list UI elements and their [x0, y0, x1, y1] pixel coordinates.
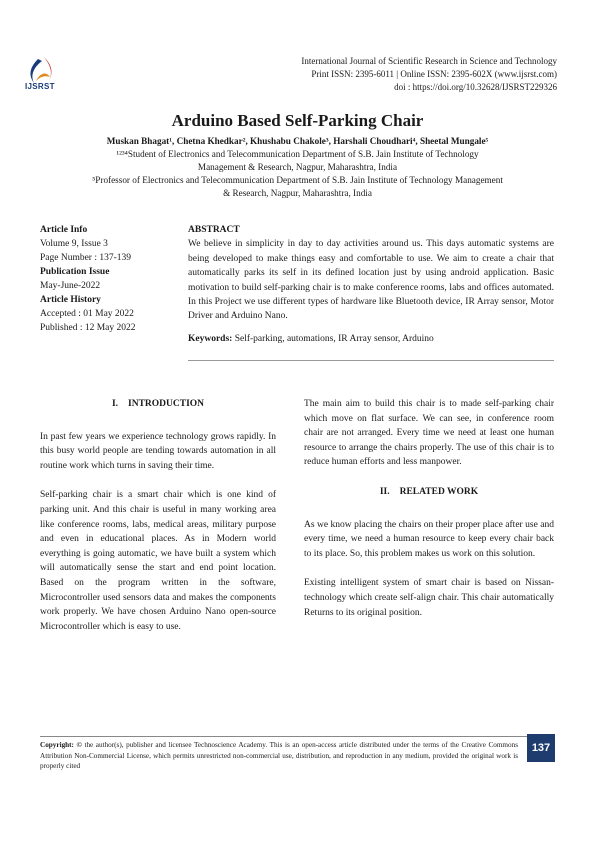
published-date: Published : 12 May 2022	[40, 323, 136, 333]
abstract-divider	[188, 360, 554, 361]
intro-paragraph-2: Self-parking chair is a smart chair which is one kind of parking unit. And this chair is useful in many working area like conference rooms, labs, medical areas, military purpose and even in educational places. As in Modern world everything is going automatic, we have built a system which will automatically sense the start and end point location. Based on the program written in the software, Microcontroller used sensors data and makes the components work properly. We have chosen Arduino Nano open-source Microcontroller which is easy to use.	[40, 490, 276, 632]
section-number: I.	[111, 399, 119, 409]
journal-logo-text: IJSRST	[25, 82, 55, 91]
article-info	[40, 223, 180, 335]
accepted-date: Accepted : 01 May 2022	[40, 309, 134, 319]
section-heading-introduction	[40, 397, 276, 412]
copyright-label: Copyright: ©	[40, 741, 82, 749]
author-names: Muskan Bhagat¹, Chetna Khedkar², Khushabu Chakole³, Harshali Choudhari⁴, Sheetal Mungale⁵	[106, 136, 489, 146]
section-heading-related-work	[304, 485, 554, 500]
volume-issue: Volume 9, Issue 3	[40, 239, 108, 249]
publication-issue-heading: Publication Issue	[40, 267, 110, 277]
copyright-footer	[40, 740, 518, 772]
affiliation-1-line-1: ¹²³⁴Student of Electronics and Telecommunication Department of S.B. Jain Institute of Technology	[116, 149, 479, 159]
section-number: II.	[379, 486, 390, 497]
intro-paragraph-1: In past few years we experience technology grows rapidly. In this busy world people are tending towards automation in all routine work which turns in saving their time.	[40, 431, 276, 471]
affiliation-1-line-2: Management & Research, Nagpur, Maharashtra, India	[197, 162, 398, 172]
related-paragraph-2: Existing intelligent system of smart chair is based on Nissan-technology which create self-align chair. This chair automatically Returns to its original position.	[304, 578, 554, 618]
page-number-badge: 137	[527, 734, 555, 762]
keywords	[188, 332, 554, 346]
section-title: RELATED WORK	[399, 486, 479, 497]
abstract-heading: ABSTRACT	[188, 225, 240, 235]
journal-name: International Journal of Scientific Research in Science and Technology	[301, 56, 557, 66]
copyright-text: the author(s), publisher and licensee Technoscience Academy. This is an open-access article distributed under the terms of the Creative Commons Attribution Non-Commercial License, which permits unrestricted non-commercial use, distribution, and reproduction in any medium, provided the original work is properly cited	[40, 741, 519, 770]
right-column	[304, 397, 554, 635]
abstract-text: We believe in simplicity in day to day activities around us. This days automatic systems are being developed to make things easy and comfortable to use. We aim to create a chair that automatically parks its self in its defined location just by using android application. Basic motivation to build self-parking chair is to make conference rooms, labs and offices automated. In this Project we use different types of hardware like Bluetooth device, IR Array sensor, Motor Driver and Arduino Nano.	[188, 239, 554, 322]
affiliation-2-line-1: ⁵Professor of Electronics and Telecommunication Department of S.B. Jain Institute of Technology Management	[92, 175, 503, 185]
left-column	[40, 397, 276, 649]
author-block	[40, 135, 555, 200]
related-paragraph-1: As we know placing the chairs on their proper place after use and every time, we need a human resource to keep every chair back to its place. So, this problem makes us work on this solution.	[304, 519, 554, 559]
paper-title: Arduino Based Self-Parking Chair	[171, 111, 424, 130]
intro-paragraph-3: The main aim to build this chair is to made self-parking chair which move on flat surface. We can see, in conference room chair are not arranged. Every time we need at least one human resource to arrange the chairs properly. The use of this chair is to reduce human efforts and less manpower.	[304, 399, 554, 468]
affiliation-2-line-2: & Research, Nagpur, Maharashtra, India	[223, 188, 372, 198]
keywords-label: Keywords:	[188, 333, 233, 344]
journal-header	[301, 55, 557, 94]
article-info-heading: Article Info	[40, 225, 88, 235]
journal-issn: Print ISSN: 2395-6011 | Online ISSN: 2395-602X (www.ijsrst.com)	[311, 69, 557, 79]
publication-issue: May-June-2022	[40, 281, 101, 291]
page-numbers: Page Number : 137-139	[40, 253, 132, 263]
article-history-heading: Article History	[40, 295, 101, 305]
section-title: INTRODUCTION	[128, 399, 205, 409]
footer-divider	[40, 736, 555, 737]
abstract	[188, 223, 554, 346]
doi-link[interactable]: doi : https://doi.org/10.32628/IJSRST229326	[394, 82, 557, 92]
keywords-list: Self-parking, automations, IR Array sensor, Arduino	[232, 333, 434, 344]
